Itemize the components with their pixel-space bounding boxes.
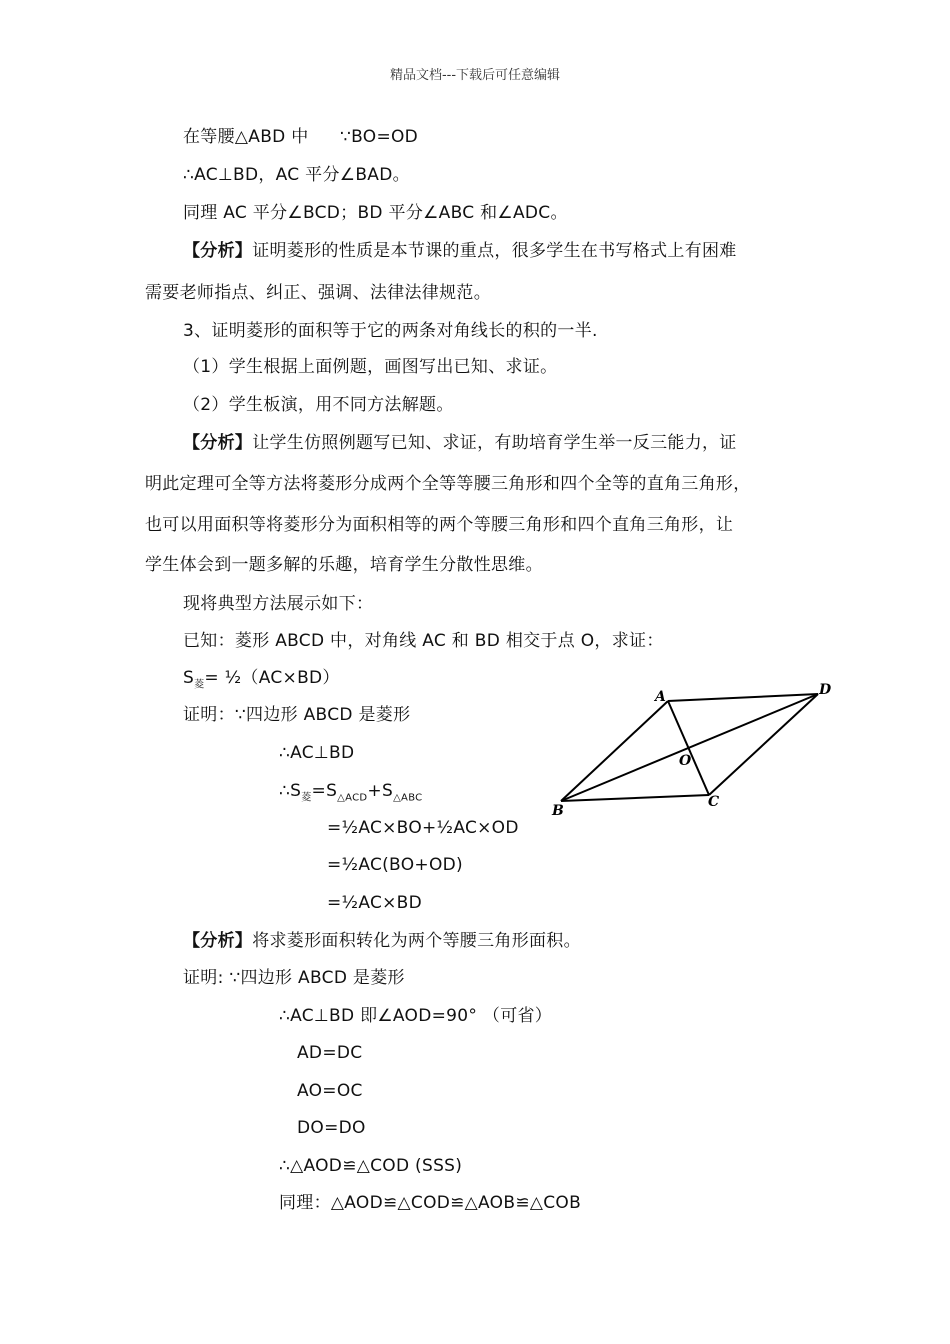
line-ac-perp-bd: ∴AC⊥BD，AC 平分∠BAD。	[183, 165, 410, 185]
line-bo-od: ∵BO=OD	[340, 127, 419, 147]
given-statement: 已知：菱形 ABCD 中，对角线 AC 和 BD 相交于点 O，求证：	[183, 631, 664, 651]
analysis-tag: 【分析】	[183, 931, 253, 951]
rhombus-diagram	[548, 680, 838, 820]
item-3: 3、证明菱形的面积等于它的两条对角线长的积的一半.	[183, 321, 598, 341]
item-3-2: （2）学生板演，用不同方法解题。	[183, 395, 454, 415]
edge-ba	[561, 701, 668, 801]
edge-ad	[668, 694, 818, 701]
vertex-label-c: C	[708, 794, 720, 810]
to-prove-formula: $S_菱=$ ½（AC×BD）	[183, 668, 340, 691]
proof-2-perp: ∴AC⊥BD 即∠AOD=90° （可省）	[279, 1006, 553, 1026]
proof-1-area-sum: $\therefore S_菱=S_{\triangle ACD}+S_{\triangle ABC}$	[279, 781, 423, 804]
item-3-1: （1）学生根据上面例题，画图写出已知、求证。	[183, 357, 558, 377]
proof-2-do-do: DO=DO	[297, 1118, 366, 1138]
proof-2-ad-dc: AD=DC	[297, 1043, 363, 1063]
proof-2-start: 证明: ∵四边形 ABCD 是菱形	[183, 968, 405, 988]
proof-2-ao-oc: AO=OC	[297, 1081, 363, 1101]
proof-1-step-2: =½AC×BO+½AC×OD	[327, 818, 519, 838]
proof-2-congruent: ∴△AOD≌△COD (SSS)	[279, 1156, 463, 1176]
vertex-label-d: D	[819, 682, 832, 698]
rhombus-shape	[561, 694, 818, 801]
vertex-label-a: A	[655, 689, 666, 705]
center-label-o: O	[679, 753, 692, 769]
analysis-text: 将求菱形面积转化为两个等腰三角形面积。	[252, 931, 581, 951]
proof-1-start: 证明：∵四边形 ABCD 是菱形	[183, 705, 411, 725]
analysis-text: 证明菱形的性质是本节课的重点，很多学生在书写格式上有困难	[252, 241, 737, 261]
diagonal-bd	[561, 694, 818, 801]
line-isosceles: 在等腰△ABD 中	[183, 127, 309, 147]
analysis-paragraph-2-line3: 也可以用面积等将菱形分为面积相等的两个等腰三角形和四个直角三角形，让	[145, 515, 734, 535]
edge-cb	[561, 795, 709, 801]
analysis-paragraph-1-cont: 需要老师指点、纠正、强调、法律法律规范。	[145, 283, 491, 303]
analysis-text: 让学生仿照例题写已知、求证，有助培育学生举一反三能力，证	[252, 433, 737, 453]
analysis-paragraph-1	[183, 240, 737, 262]
analysis-tag: 【分析】	[183, 241, 253, 261]
line-similarly: 同理 AC 平分∠BCD；BD 平分∠ABC 和∠ADC。	[183, 203, 568, 223]
analysis-paragraph-2-line2: 明此定理可全等方法将菱形分成两个全等等腰三角形和四个全等的直角三角形，	[145, 474, 751, 494]
edge-dc	[709, 694, 818, 795]
vertex-label-b: B	[552, 803, 564, 819]
proof-2-similarly: 同理：△AOD≌△COD≌△AOB≌△COB	[279, 1193, 582, 1213]
page-header: 精品文档---下载后可任意编辑	[389, 68, 561, 83]
analysis-paragraph-3	[183, 930, 581, 952]
analysis-tag: 【分析】	[183, 433, 253, 453]
proof-1-step-3: =½AC(BO+OD)	[327, 855, 463, 875]
proof-1-step-4: =½AC×BD	[327, 893, 423, 913]
proof-1-perp: ∴AC⊥BD	[279, 743, 355, 763]
analysis-paragraph-2	[183, 432, 737, 454]
analysis-paragraph-2-line4: 学生体会到一题多解的乐趣，培育学生分散性思维。	[145, 555, 543, 575]
methods-intro: 现将典型方法展示如下：	[183, 594, 374, 614]
